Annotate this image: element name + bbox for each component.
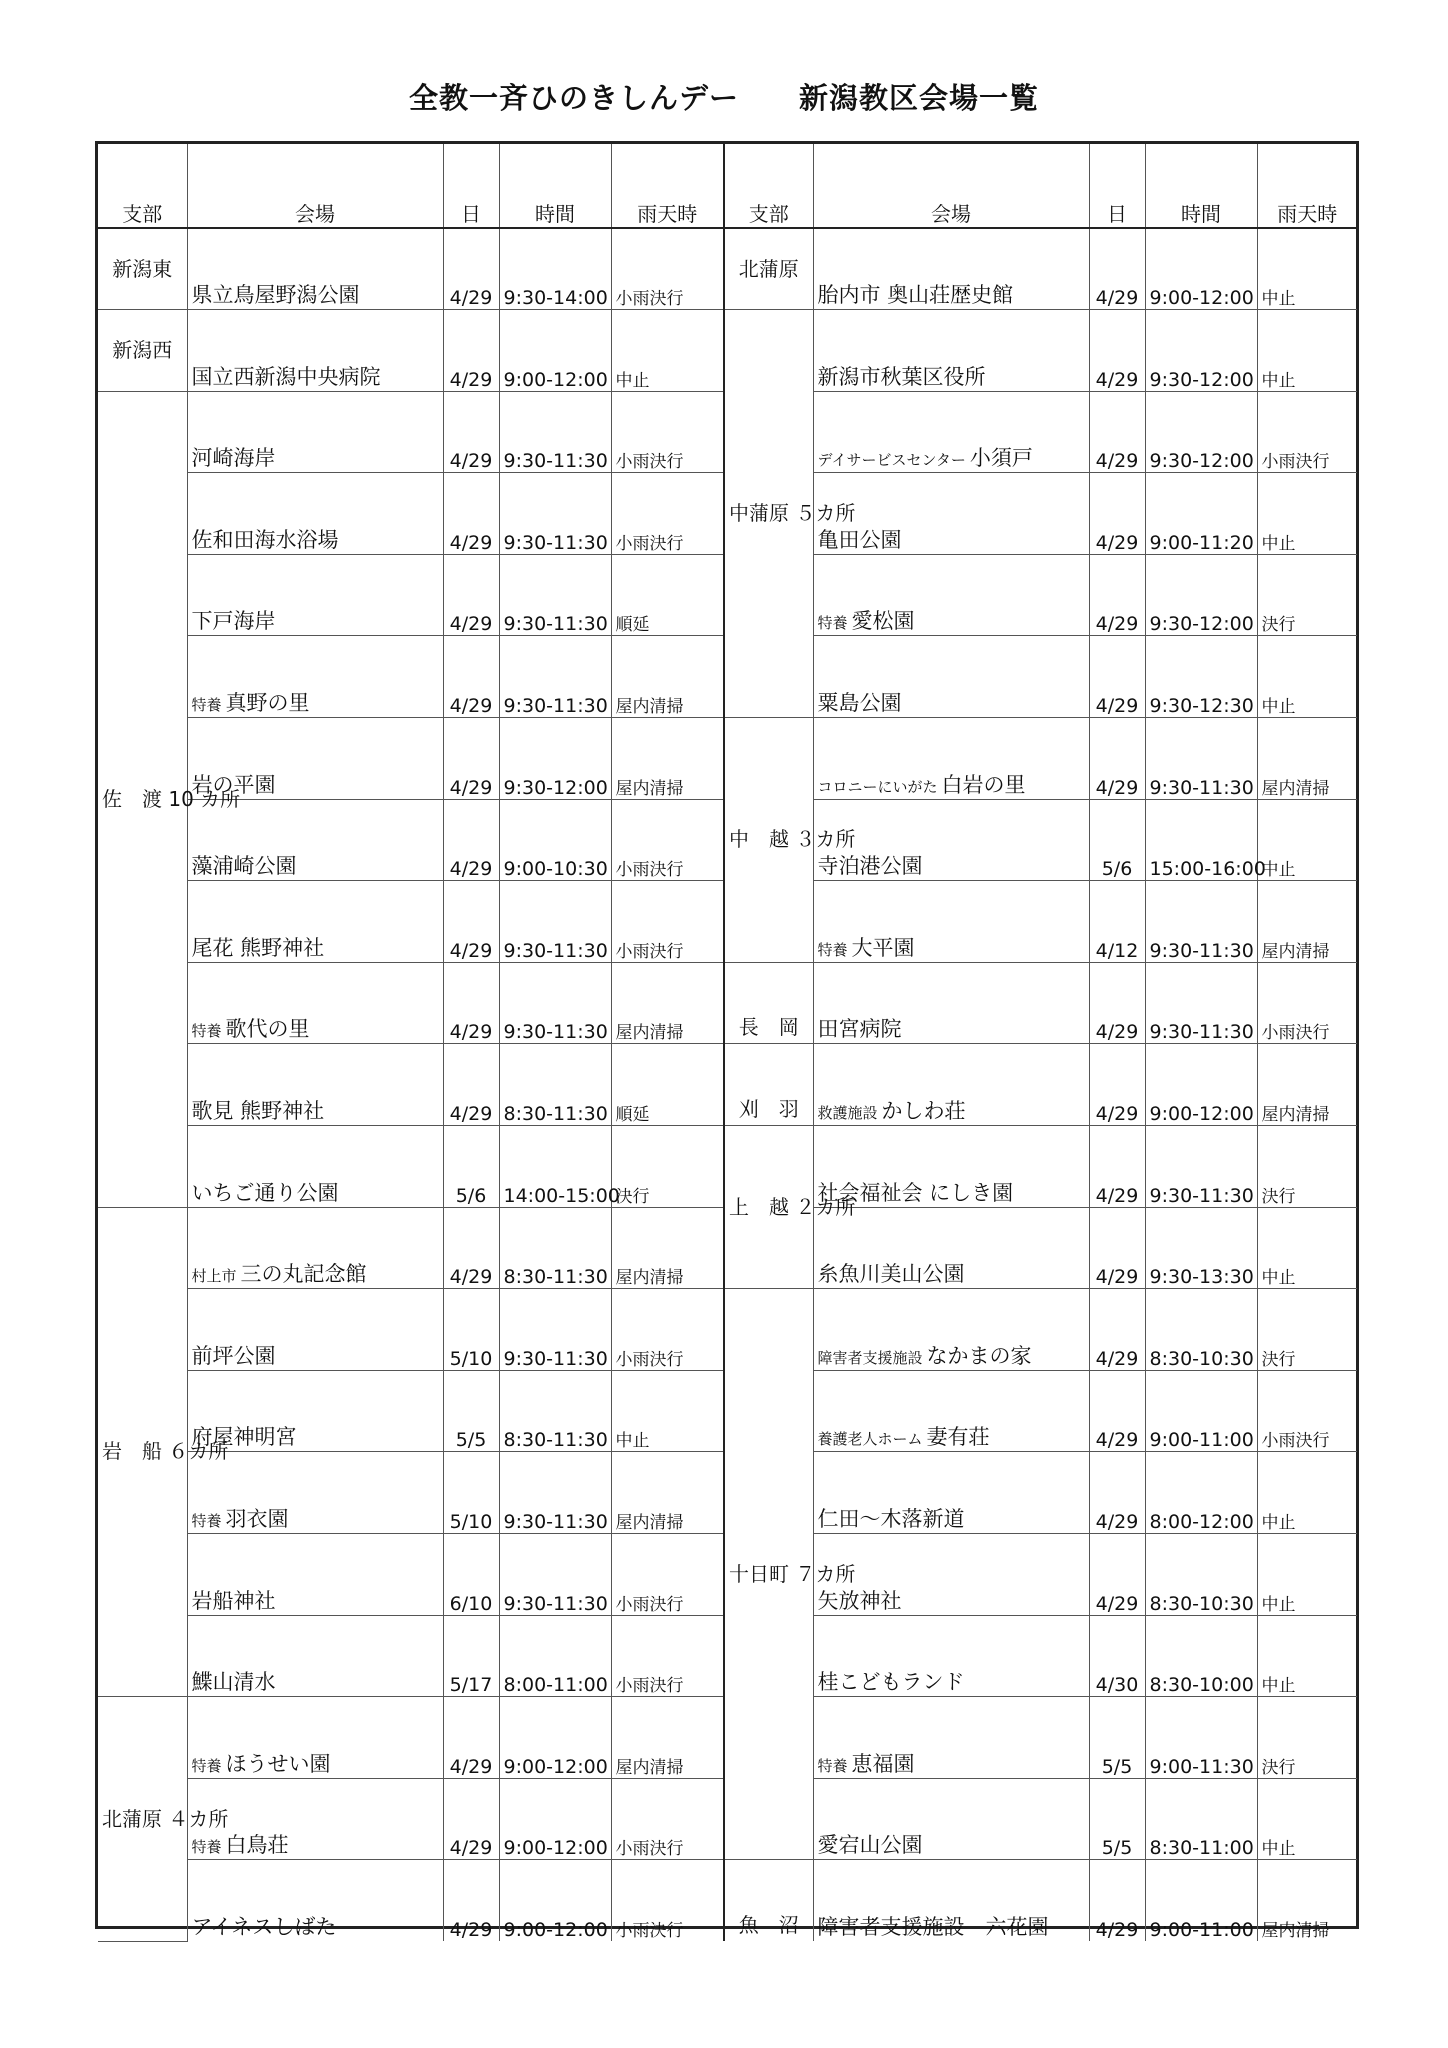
time-cell: 9:30-11:30: [499, 636, 611, 718]
time-cell: 9:00-12:00: [499, 1778, 611, 1860]
rain-policy-cell: 中止: [1257, 1534, 1357, 1616]
time-cell: 9:30-11:30: [499, 962, 611, 1044]
date-cell: 4/29: [443, 554, 499, 636]
rain-policy-cell: 屋内清掃: [611, 1207, 723, 1289]
venue-name: 田宮病院: [817, 1017, 902, 1042]
venue-name: 岩船神社: [191, 1588, 276, 1613]
rain-policy-cell: 中止: [1257, 310, 1357, 392]
header-time: 時間: [1145, 144, 1257, 228]
time-cell: 8:30-10:30: [1145, 1534, 1257, 1616]
venue-cell: [813, 1126, 1089, 1208]
table-row: [724, 1615, 1357, 1697]
rain-policy-cell: 中止: [1257, 799, 1357, 881]
table-row: [724, 1044, 1357, 1126]
time-cell: 9:00-12:00: [499, 1697, 611, 1779]
date-cell: 4/29: [1089, 962, 1145, 1044]
date-cell: 4/29: [1089, 1452, 1145, 1534]
time-cell: 9:30-11:30: [499, 391, 611, 473]
venue-prefix: 村上市: [191, 1267, 237, 1286]
rain-policy-cell: 中止: [1257, 1452, 1357, 1534]
venue-cell: [813, 391, 1089, 473]
date-cell: 4/29: [1089, 1370, 1145, 1452]
table-row: [724, 1289, 1357, 1371]
date-cell: 4/29: [1089, 310, 1145, 392]
table-row: [98, 554, 723, 636]
rain-policy-cell: 中止: [611, 310, 723, 392]
rain-policy-cell: 決行: [1257, 1126, 1357, 1208]
table-row: [98, 1452, 723, 1534]
venue-prefix: 救護施設: [817, 1104, 878, 1123]
time-cell: 9:30-11:30: [1145, 1126, 1257, 1208]
date-cell: 4/29: [443, 473, 499, 555]
rain-policy-cell: 中止: [1257, 1207, 1357, 1289]
venue-cell: [187, 1860, 443, 1942]
time-cell: 9:00-11:20: [1145, 473, 1257, 555]
rain-policy-cell: 小雨決行: [1257, 391, 1357, 473]
branch-cell: 長 岡: [724, 962, 813, 1044]
venue-prefix: コロニーにいがた: [817, 777, 938, 796]
branch-cell: 岩 船 ６カ所: [98, 1207, 187, 1697]
time-cell: 9:30-11:30: [499, 554, 611, 636]
venue-cell: [187, 1044, 443, 1126]
table-header-row: [724, 144, 1357, 228]
venue-name: 藻浦崎公園: [191, 854, 297, 879]
date-cell: 4/29: [443, 1697, 499, 1779]
time-cell: 9:30-12:30: [1145, 636, 1257, 718]
date-cell: 4/29: [443, 799, 499, 881]
venue-cell: [813, 310, 1089, 392]
time-cell: 8:30-11:30: [499, 1044, 611, 1126]
venue-cell: [813, 962, 1089, 1044]
venue-cell: [813, 1044, 1089, 1126]
time-cell: 9:30-11:30: [1145, 962, 1257, 1044]
table-row: [98, 473, 723, 555]
header-date: 日: [443, 144, 499, 228]
date-cell: 4/29: [443, 1860, 499, 1942]
venue-cell: [813, 718, 1089, 800]
rain-policy-cell: 小雨決行: [611, 473, 723, 555]
venue-name: 大平園: [851, 935, 915, 960]
time-cell: 8:00-12:00: [1145, 1452, 1257, 1534]
venue-prefix: 障害者支援施設: [817, 1348, 923, 1367]
time-cell: 8:00-11:00: [499, 1615, 611, 1697]
time-cell: 9:30-13:30: [1145, 1207, 1257, 1289]
venue-cell: [813, 1778, 1089, 1860]
table-row: [724, 310, 1357, 392]
table-row: [98, 799, 723, 881]
date-cell: 4/29: [1089, 1860, 1145, 1942]
time-cell: 9:30-11:30: [499, 1289, 611, 1371]
table-row: [98, 1207, 723, 1289]
venue-cell: [187, 1370, 443, 1452]
date-cell: 5/5: [443, 1370, 499, 1452]
venue-name: 新潟市秋葉区役所: [817, 364, 986, 389]
venue-name: 愛松園: [851, 609, 915, 634]
time-cell: 9:00-10:30: [499, 799, 611, 881]
rain-policy-cell: 屋内清掃: [1257, 881, 1357, 963]
venue-name: 愛宕山公園: [817, 1833, 923, 1858]
venue-cell: [187, 881, 443, 963]
date-cell: 4/29: [1089, 473, 1145, 555]
rain-policy-cell: 屋内清掃: [611, 1452, 723, 1534]
table-row: [724, 1778, 1357, 1860]
rain-policy-cell: 中止: [1257, 636, 1357, 718]
time-cell: 9:30-11:30: [499, 1452, 611, 1534]
venue-prefix: 特養: [817, 614, 848, 633]
date-cell: 5/10: [443, 1452, 499, 1534]
rain-policy-cell: 小雨決行: [611, 1534, 723, 1616]
venue-cell: [813, 881, 1089, 963]
rain-policy-cell: 小雨決行: [611, 1289, 723, 1371]
table-row: [98, 636, 723, 718]
date-cell: 4/29: [1089, 1534, 1145, 1616]
venue-name: 仁田〜木落新道: [817, 1507, 965, 1531]
venue-cell: [813, 1370, 1089, 1452]
time-cell: 9:30-12:00: [499, 718, 611, 800]
page-title: 全教一斉ひのきしんデー 新潟教区会場一覧: [408, 81, 1039, 115]
venue-prefix: 特養: [191, 696, 222, 715]
table-row: [724, 228, 1357, 310]
time-cell: 9:30-12:00: [1145, 310, 1257, 392]
rain-policy-cell: 中止: [1257, 1615, 1357, 1697]
table-row: [724, 718, 1357, 800]
rain-policy-cell: 順延: [611, 1044, 723, 1126]
venue-cell: [813, 1615, 1089, 1697]
date-cell: 4/29: [443, 1778, 499, 1860]
date-cell: 5/6: [1089, 799, 1145, 881]
venue-cell: [813, 1207, 1089, 1289]
table-row: [98, 962, 723, 1044]
table-row: [98, 1697, 723, 1779]
branch-cell: 上 越 ２カ所: [724, 1126, 813, 1289]
table-row: [98, 310, 723, 392]
rain-policy-cell: 順延: [611, 554, 723, 636]
venue-prefix: 養護老人ホーム: [817, 1430, 923, 1449]
venue-name: 亀田公園: [817, 527, 902, 552]
date-cell: 5/6: [443, 1126, 499, 1208]
venue-name: 粟島公園: [817, 691, 902, 716]
time-cell: 8:30-11:30: [499, 1370, 611, 1452]
date-cell: 4/30: [1089, 1615, 1145, 1697]
branch-cell: 中 越 ３カ所: [724, 718, 813, 963]
venue-name: 矢放神社: [817, 1588, 902, 1613]
venue-prefix: 特養: [191, 1512, 222, 1530]
date-cell: 4/29: [1089, 1126, 1145, 1208]
date-cell: 4/29: [1089, 1044, 1145, 1126]
venue-name: 下戸海岸: [191, 609, 276, 634]
venue-prefix: 特養: [191, 1838, 222, 1857]
venue-name: 尾花 熊野神社: [191, 935, 325, 960]
time-cell: 9:00-12:00: [1145, 228, 1257, 310]
table-row: [98, 718, 723, 800]
date-cell: 4/29: [443, 310, 499, 392]
venue-cell: [187, 228, 443, 310]
venue-name: かしわ荘: [881, 1099, 966, 1124]
table-row: [98, 1860, 723, 1942]
table-row: [98, 1615, 723, 1697]
venue-name: 障害者支援施設 六花園: [817, 1915, 1049, 1940]
venue-cell: [813, 228, 1089, 310]
header-rain: 雨天時: [1257, 144, 1357, 228]
time-cell: 9:30-11:30: [1145, 881, 1257, 963]
table-row: [98, 1289, 723, 1371]
venue-cell: [813, 1289, 1089, 1371]
rain-policy-cell: 屋内清掃: [611, 636, 723, 718]
branch-cell: 北蒲原 ４カ所: [98, 1697, 187, 1942]
rain-policy-cell: 中止: [1257, 228, 1357, 310]
venue-cell: [187, 473, 443, 555]
time-cell: 15:00-16:00: [1145, 799, 1257, 881]
time-cell: 9:00-11:30: [1145, 1697, 1257, 1779]
table-row: [724, 1126, 1357, 1208]
venue-prefix: デイサービスセンター: [817, 451, 966, 470]
venue-name: 府屋神明宮: [191, 1425, 297, 1450]
table-header-row: [98, 144, 723, 228]
venue-name: 歌代の里: [225, 1017, 310, 1042]
header-rain: 雨天時: [611, 144, 723, 228]
venue-name: 胎内市 奥山荘歴史館: [817, 283, 1014, 308]
date-cell: 4/29: [443, 881, 499, 963]
rain-policy-cell: 中止: [1257, 1778, 1357, 1860]
venue-cell: [813, 1860, 1089, 1942]
rain-policy-cell: 中止: [1257, 473, 1357, 555]
rain-policy-cell: 屋内清掃: [611, 718, 723, 800]
rain-policy-cell: 小雨決行: [611, 1860, 723, 1942]
table-row: [98, 1370, 723, 1452]
venue-cell: [187, 1289, 443, 1371]
rain-policy-cell: 小雨決行: [611, 799, 723, 881]
venue-rows-left: [98, 228, 723, 1941]
venue-name: 河崎海岸: [191, 446, 276, 471]
date-cell: 4/29: [1089, 1289, 1145, 1371]
rain-policy-cell: 小雨決行: [611, 881, 723, 963]
time-cell: 14:00-15:00: [499, 1126, 611, 1208]
venue-prefix: 特養: [191, 1022, 222, 1041]
venue-name: 三の丸記念館: [240, 1262, 367, 1287]
date-cell: 4/29: [1089, 636, 1145, 718]
table-row: [98, 1534, 723, 1616]
rain-policy-cell: 屋内清掃: [1257, 1860, 1357, 1942]
venue-prefix: 特養: [191, 1756, 222, 1775]
date-cell: 5/5: [1089, 1778, 1145, 1860]
header-date: 日: [1089, 144, 1145, 228]
venue-name: 寺泊港公園: [817, 854, 923, 879]
date-cell: 4/29: [1089, 718, 1145, 800]
date-cell: 4/29: [443, 228, 499, 310]
venue-cell: [187, 554, 443, 636]
venue-name: いちご通り公園: [191, 1180, 339, 1205]
rain-policy-cell: 小雨決行: [1257, 1370, 1357, 1452]
time-cell: 8:30-10:00: [1145, 1615, 1257, 1697]
venue-table-left: [98, 144, 723, 1942]
date-cell: 4/29: [443, 1207, 499, 1289]
branch-cell: 中蒲原 ５カ所: [724, 310, 813, 718]
date-cell: 4/29: [1089, 554, 1145, 636]
date-cell: 4/29: [443, 391, 499, 473]
rain-policy-cell: 屋内清掃: [1257, 1044, 1357, 1126]
venue-table-right: [723, 144, 1357, 1941]
venue-name: 桂こどもランド: [817, 1670, 965, 1695]
rain-policy-cell: 決行: [1257, 1289, 1357, 1371]
venue-name: 糸魚川美山公園: [817, 1262, 965, 1287]
table-row: [98, 1044, 723, 1126]
table-row: [98, 228, 723, 310]
time-cell: 9:30-11:30: [499, 1534, 611, 1616]
rain-policy-cell: 決行: [1257, 554, 1357, 636]
venue-cell: [187, 391, 443, 473]
venue-cell: [813, 554, 1089, 636]
rain-policy-cell: 小雨決行: [1257, 962, 1357, 1044]
table-row: [724, 1452, 1357, 1534]
table-row: [98, 1126, 723, 1208]
table-row: [724, 1860, 1357, 1942]
venue-cell: [187, 1615, 443, 1697]
time-cell: 9:30-12:00: [1145, 391, 1257, 473]
time-cell: 9:00-11:00: [1145, 1860, 1257, 1942]
table-row: [724, 1207, 1357, 1289]
time-cell: 9:30-11:30: [499, 473, 611, 555]
venue-name: 歌見 熊野神社: [191, 1099, 325, 1124]
table-row: [724, 881, 1357, 963]
venue-cell: [187, 1207, 443, 1289]
time-cell: 9:00-12:00: [499, 310, 611, 392]
time-cell: 9:30-12:00: [1145, 554, 1257, 636]
venue-cell: [813, 636, 1089, 718]
venue-name: ほうせい園: [225, 1751, 331, 1776]
header-branch: 支部: [98, 144, 187, 228]
venue-name: アイネスしばた: [191, 1915, 337, 1940]
venue-name: 恵福園: [851, 1751, 915, 1776]
table-row: [98, 881, 723, 963]
venue-name: 妻有荘: [926, 1425, 990, 1450]
date-cell: 4/29: [443, 962, 499, 1044]
rain-policy-cell: 小雨決行: [611, 1778, 723, 1860]
table-row: [724, 554, 1357, 636]
time-cell: 8:30-10:30: [1145, 1289, 1257, 1371]
date-cell: 4/29: [1089, 1207, 1145, 1289]
venue-prefix: 特養: [817, 940, 848, 959]
table-row: [724, 391, 1357, 473]
branch-cell: 北蒲原: [724, 228, 813, 310]
date-cell: 4/29: [443, 1044, 499, 1126]
venue-name: 白岩の里: [941, 772, 1026, 797]
venue-cell: [187, 1452, 443, 1534]
branch-cell: 刈 羽: [724, 1044, 813, 1126]
table-row: [724, 1370, 1357, 1452]
date-cell: 4/29: [1089, 391, 1145, 473]
venue-cell: [187, 1697, 443, 1779]
venue-cell: [187, 799, 443, 881]
branch-cell: 新潟西: [98, 310, 187, 392]
venue-cell: [813, 1697, 1089, 1779]
venue-name: 真野の里: [225, 691, 310, 716]
venue-name: 佐和田海水浴場: [191, 527, 339, 552]
rain-policy-cell: 決行: [611, 1126, 723, 1208]
venue-name: 小須戸: [969, 446, 1033, 471]
venue-name: 社会福祉会 にしき園: [817, 1180, 1014, 1205]
header-branch: 支部: [724, 144, 813, 228]
date-cell: 5/17: [443, 1615, 499, 1697]
date-cell: 4/29: [1089, 228, 1145, 310]
branch-cell: 魚 沼: [724, 1860, 813, 1942]
date-cell: 4/29: [443, 636, 499, 718]
venue-name: 鰈山清水: [191, 1670, 276, 1695]
date-cell: 4/29: [443, 718, 499, 800]
time-cell: 9:00-12:00: [499, 1860, 611, 1942]
table-row: [724, 1697, 1357, 1779]
venue-name: 白鳥荘: [225, 1833, 289, 1858]
table-row: [724, 962, 1357, 1044]
venue-sheet: [95, 141, 1359, 1942]
header-venue: 会場: [813, 144, 1089, 228]
rain-policy-cell: 小雨決行: [611, 391, 723, 473]
time-cell: 8:30-11:00: [1145, 1778, 1257, 1860]
venue-cell: [187, 310, 443, 392]
rain-policy-cell: 屋内清掃: [611, 1697, 723, 1779]
branch-cell: 十日町 ７カ所: [724, 1289, 813, 1860]
table-row: [98, 391, 723, 473]
time-cell: 9:30-11:30: [1145, 718, 1257, 800]
venue-name: 県立鳥屋野潟公園: [191, 283, 360, 308]
header-time: 時間: [499, 144, 611, 228]
date-cell: 5/10: [443, 1289, 499, 1371]
venue-cell: [187, 1126, 443, 1208]
time-cell: 9:00-12:00: [1145, 1044, 1257, 1126]
venue-cell: [187, 636, 443, 718]
rain-policy-cell: 中止: [611, 1370, 723, 1452]
branch-cell: 佐 渡 10 カ所: [98, 391, 187, 1207]
venue-rows-right: [724, 228, 1357, 1941]
date-cell: 4/12: [1089, 881, 1145, 963]
rain-policy-cell: 小雨決行: [611, 1615, 723, 1697]
date-cell: 6/10: [443, 1534, 499, 1616]
venue-prefix: 特養: [817, 1756, 848, 1775]
venue-cell: [187, 718, 443, 800]
venue-name: 前坪公園: [191, 1343, 276, 1368]
rain-policy-cell: 屋内清掃: [1257, 718, 1357, 800]
table-row: [724, 636, 1357, 718]
venue-cell: [187, 1534, 443, 1616]
venue-name: 岩の平園: [191, 772, 276, 797]
venue-cell: [187, 962, 443, 1044]
venue-name: なかまの家: [926, 1343, 1032, 1368]
branch-cell: 新潟東: [98, 228, 187, 310]
time-cell: 9:30-11:30: [499, 881, 611, 963]
date-cell: 5/5: [1089, 1697, 1145, 1779]
venue-name: 国立西新潟中央病院: [191, 364, 381, 389]
rain-policy-cell: 小雨決行: [611, 228, 723, 310]
rain-policy-cell: 屋内清掃: [611, 962, 723, 1044]
header-venue: 会場: [187, 144, 443, 228]
time-cell: 9:00-11:00: [1145, 1370, 1257, 1452]
time-cell: 9:30-14:00: [499, 228, 611, 310]
venue-name: 羽衣園: [225, 1507, 289, 1531]
venue-cell: [813, 1452, 1089, 1534]
rain-policy-cell: 決行: [1257, 1697, 1357, 1779]
time-cell: 8:30-11:30: [499, 1207, 611, 1289]
